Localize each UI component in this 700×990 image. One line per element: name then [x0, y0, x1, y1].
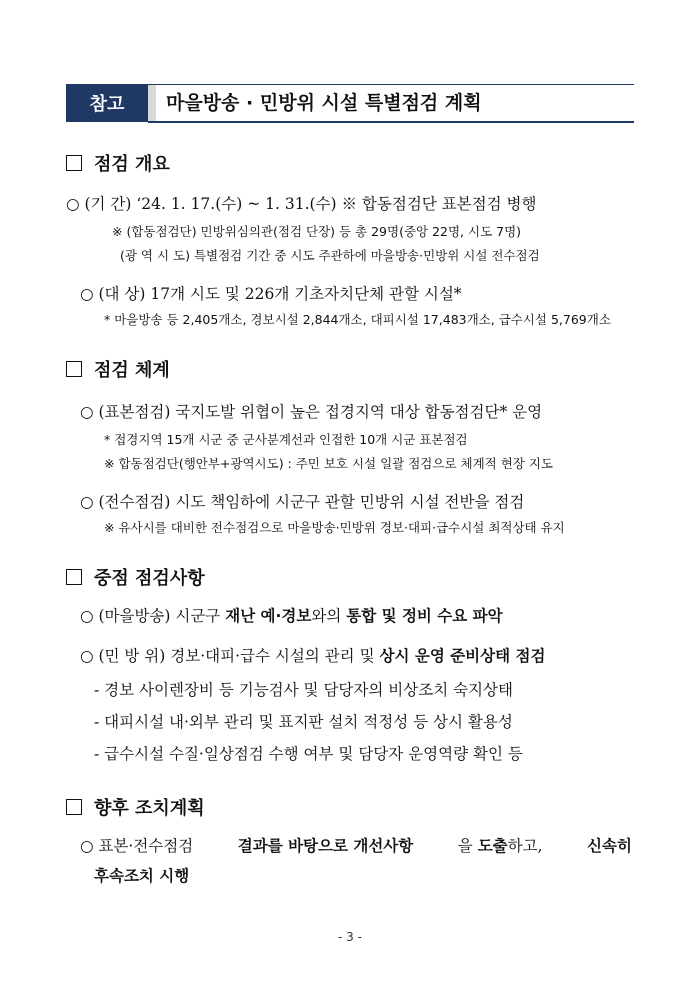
overview-target: ○ (대 상) 17개 시도 및 226개 기초자치단체 관할 시설* [80, 285, 462, 303]
focus-item-shelter: - 대피시설 내·외부 관리 및 표지판 설치 적정성 등 상시 활용성 [94, 713, 513, 731]
system-full-note: ※ 유사시를 대비한 전수점검으로 마을방송·민방위 경보·대피·급수시설 최적상태 유지 [104, 520, 565, 535]
square-bullet-icon [66, 155, 82, 171]
page-number: - 3 - [338, 930, 362, 944]
page-header [66, 84, 634, 124]
followup-line-2: 후속조치 시행 [94, 867, 190, 885]
focus-item-water: - 급수시설 수질·일상점검 수행 여부 및 담당자 운영역량 확인 등 [94, 745, 523, 763]
overview-period-note-2: (광 역 시 도) 특별점검 기간 중 시도 주관하에 마을방송·민방위 시설 전수점검 [120, 248, 540, 263]
followup-line-1: ○ 표본·전수점검 결과를 바탕으로 개선사항 을 도출하고, 신속히 [80, 837, 632, 855]
system-sample-note-2: ※ 합동점검단(행안부+광역시도) : 주민 보호 시설 일괄 점검으로 체계적 현장 지도 [104, 456, 553, 471]
section-heading-overview: 점검 개요 [66, 150, 170, 176]
section-heading-system: 점검 체계 [66, 356, 170, 382]
system-full-check: ○ (전수점검) 시도 책임하에 시군구 관할 민방위 시설 전반을 점검 [80, 493, 525, 511]
section-heading-focus: 중점 점검사항 [66, 564, 205, 590]
page-title: 마을방송 · 민방위 시설 특별점검 계획 [166, 92, 482, 114]
overview-period-note-1: ※ (합동점검단) 민방위심의관(점검 단장) 등 총 29명(중앙 22명, 시도 7명) [112, 224, 522, 239]
section-heading-followup: 향후 조치계획 [66, 794, 205, 820]
focus-civil-defense: ○ (민 방 위) 경보·대피·급수 시설의 관리 및 상시 운영 준비상태 점검 [80, 647, 546, 665]
square-bullet-icon [66, 569, 82, 585]
system-sample-check: ○ (표본점검) 국지도발 위협이 높은 접경지역 대상 합동점검단* 운영 [80, 403, 543, 421]
overview-target-note: * 마을방송 등 2,405개소, 경보시설 2,844개소, 대피시설 17,483개소, 급수시설 5,769개소 [104, 312, 611, 327]
system-sample-note-1: * 접경지역 15개 시군 중 군사분계선과 인접한 10개 시군 표본점검 [104, 432, 468, 447]
overview-period: ○ (기 간) ‘24. 1. 17.(수) ~ 1. 31.(수) ※ 합동점검단 표본점검 병행 [66, 195, 537, 213]
square-bullet-icon [66, 799, 82, 815]
reference-tag: 참고 [66, 84, 148, 122]
focus-village-broadcast: ○ (마을방송) 시군구 재난 예·경보와의 통합 및 정비 수요 파악 [80, 607, 503, 625]
focus-item-siren: - 경보 사이렌장비 등 기능검사 및 담당자의 비상조치 숙지상태 [94, 681, 513, 699]
square-bullet-icon [66, 361, 82, 377]
header-gap [148, 84, 156, 122]
